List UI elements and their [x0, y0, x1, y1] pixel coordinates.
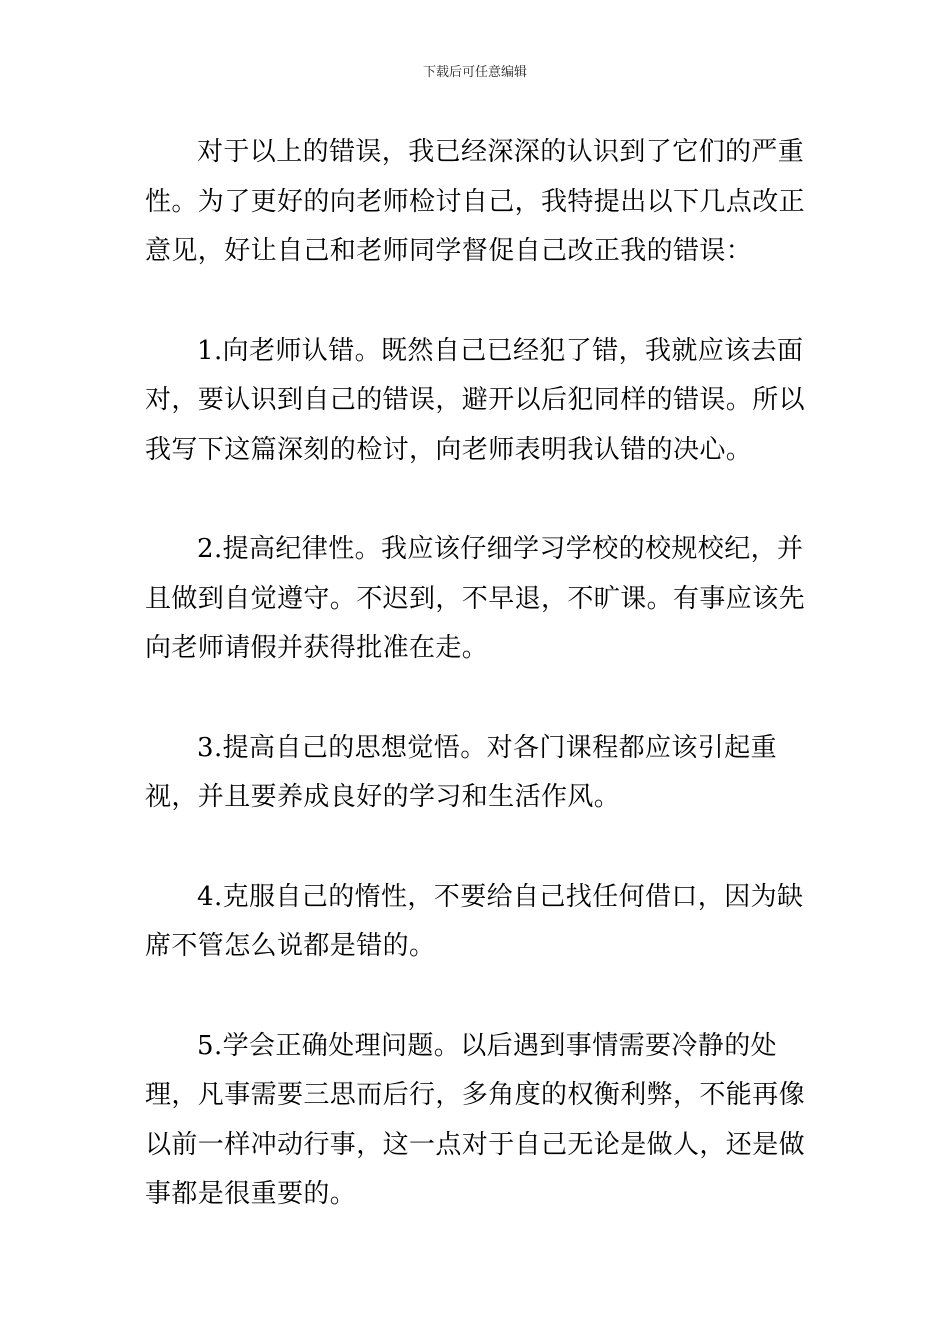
- download-note: 下载后可任意编辑: [422, 65, 527, 80]
- point-1-paragraph: 1.向老师认错。既然自己已经犯了错，我就应该去面对，要认识到自己的错误，避开以后犯同样的错误。所以我写下这篇深刻的检讨，向老师表明我认错的决心。: [145, 335, 806, 465]
- point-4-paragraph: 4.克服自己的惰性，不要给自己找任何借口，因为缺席不管怎么说都是错的。: [145, 881, 804, 961]
- document-body: [145, 128, 815, 1220]
- point-3-paragraph: 3.提高自己的思想觉悟。对各门课程都应该引起重视，并且要养成良好的学习和生活作风。: [145, 732, 778, 812]
- intro-paragraph: 对于以上的错误，我已经深深的认识到了它们的严重性。为了更好的向老师检讨自己，我特提出以下几点改正意见，好让自己和老师同学督促自己改正我的错误：: [145, 137, 806, 266]
- point-2-paragraph: 2.提高纪律性。我应该仔细学习学校的校规校纪，并且做到自觉遵守。不迟到，不早退，不旷课。有事应该先向老师请假并获得批准在走。: [145, 534, 806, 663]
- point-5-paragraph: 5.学会正确处理问题。以后遇到事情需要冷静的处理，凡事需要三思而后行，多角度的权衡利弊，不能再像以前一样冲动行事，这一点对于自己无论是做人，还是做事都是很重要的。: [145, 1030, 806, 1209]
